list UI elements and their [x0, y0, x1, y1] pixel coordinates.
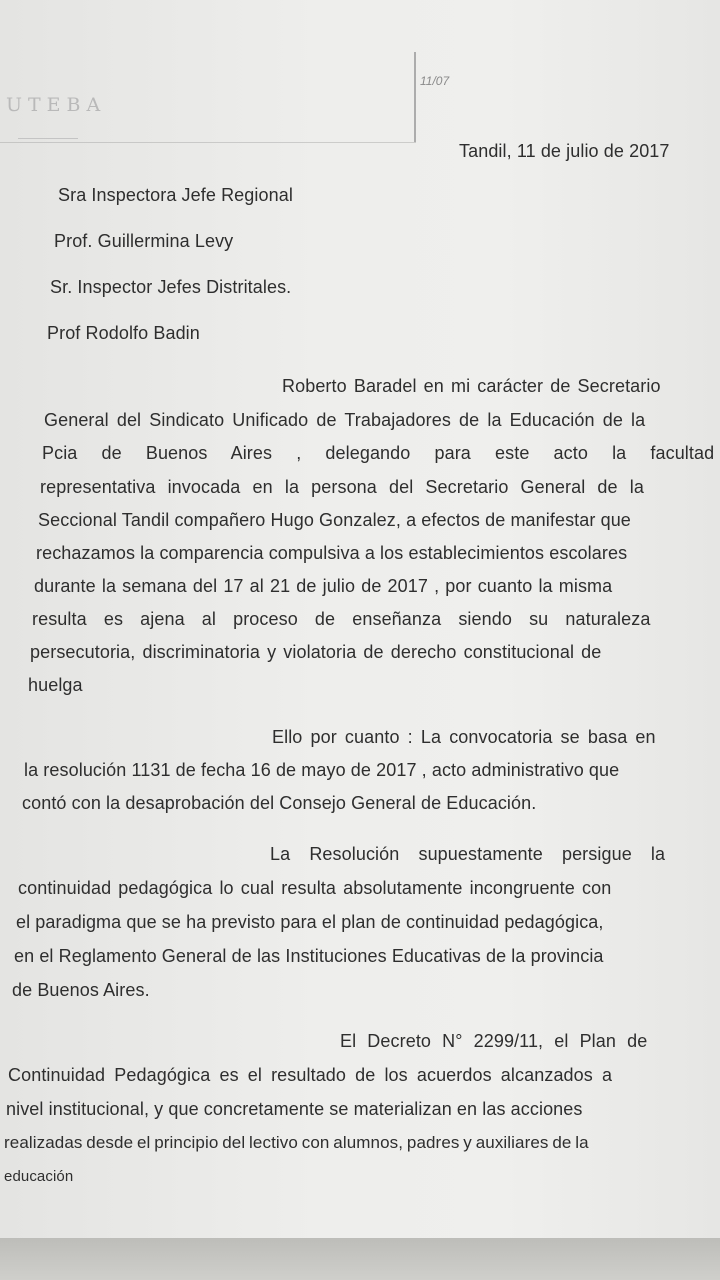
body-line: durante la semana del 17 al 21 de julio de 2017 , por cuanto la misma — [34, 576, 613, 596]
body-line: persecutoria, discriminatoria y violatoria de derecho constitucional de — [30, 642, 602, 662]
body-line: El Decreto N° 2299/11, el Plan de — [340, 1031, 648, 1051]
body-line: Roberto Baradel en mi carácter de Secretario — [282, 376, 661, 396]
handwritten-note: 11/07 — [420, 74, 450, 88]
body-line: representativa invocada en la persona del Secretario General de la — [40, 477, 644, 497]
place-date: Tandil, 11 de julio de 2017 — [459, 141, 670, 161]
body-line: Seccional Tandil compañero Hugo Gonzalez, a efectos de manifestar que — [38, 510, 631, 530]
body-line: de Buenos Aires. — [12, 980, 150, 1000]
body-line: Pcia de Buenos Aires , delegando para este acto la facultad — [42, 443, 715, 463]
recipient-line: Prof Rodolfo Badin — [47, 323, 200, 343]
recipient-line: Sra Inspectora Jefe Regional — [58, 185, 293, 205]
recipient-line: Sr. Inspector Jefes Distritales. — [50, 277, 292, 297]
page-shadow-edge — [0, 1238, 720, 1280]
body-line: Continuidad Pedagógica es el resultado de los acuerdos alcanzados a — [8, 1065, 613, 1085]
body-line: realizadas desde el principio del lectivo con alumnos, padres y auxiliares de la — [4, 1133, 589, 1152]
body-line: nivel institucional, y que concretamente se materializan en las acciones — [6, 1099, 583, 1119]
body-line: rechazamos la comparencia compulsiva a los establecimientos escolares — [36, 543, 628, 563]
body-line: educación — [4, 1168, 74, 1185]
body-line: en el Reglamento General de las Instituciones Educativas de la provincia — [14, 946, 604, 966]
stamp-box-border-vertical — [414, 52, 416, 142]
body-line: continuidad pedagógica lo cual resulta absolutamente incongruente con — [18, 878, 612, 898]
body-line: Ello por cuanto : La convocatoria se basa en — [272, 727, 656, 747]
body-line: huelga — [28, 675, 83, 695]
body-line: resulta es ajena al proceso de enseñanza siendo su naturaleza — [32, 609, 651, 629]
stamp-underline — [18, 138, 78, 139]
body-line: La Resolución supuestamente persigue la — [270, 844, 666, 864]
stamp-box-border-horizontal — [0, 142, 416, 143]
organization-stamp — [0, 30, 120, 120]
body-line: General del Sindicato Unificado de Trabajadores de la Educación de la — [44, 410, 646, 430]
body-line: contó con la desaprobación del Consejo General de Educación. — [22, 793, 537, 813]
body-line: el paradigma que se ha previsto para el plan de continuidad pedagógica, — [16, 912, 604, 932]
stamp-text: UTEBA — [6, 94, 107, 116]
body-line: la resolución 1131 de fecha 16 de mayo de 2017 , acto administrativo que — [24, 760, 620, 780]
recipient-line: Prof. Guillermina Levy — [54, 231, 234, 251]
